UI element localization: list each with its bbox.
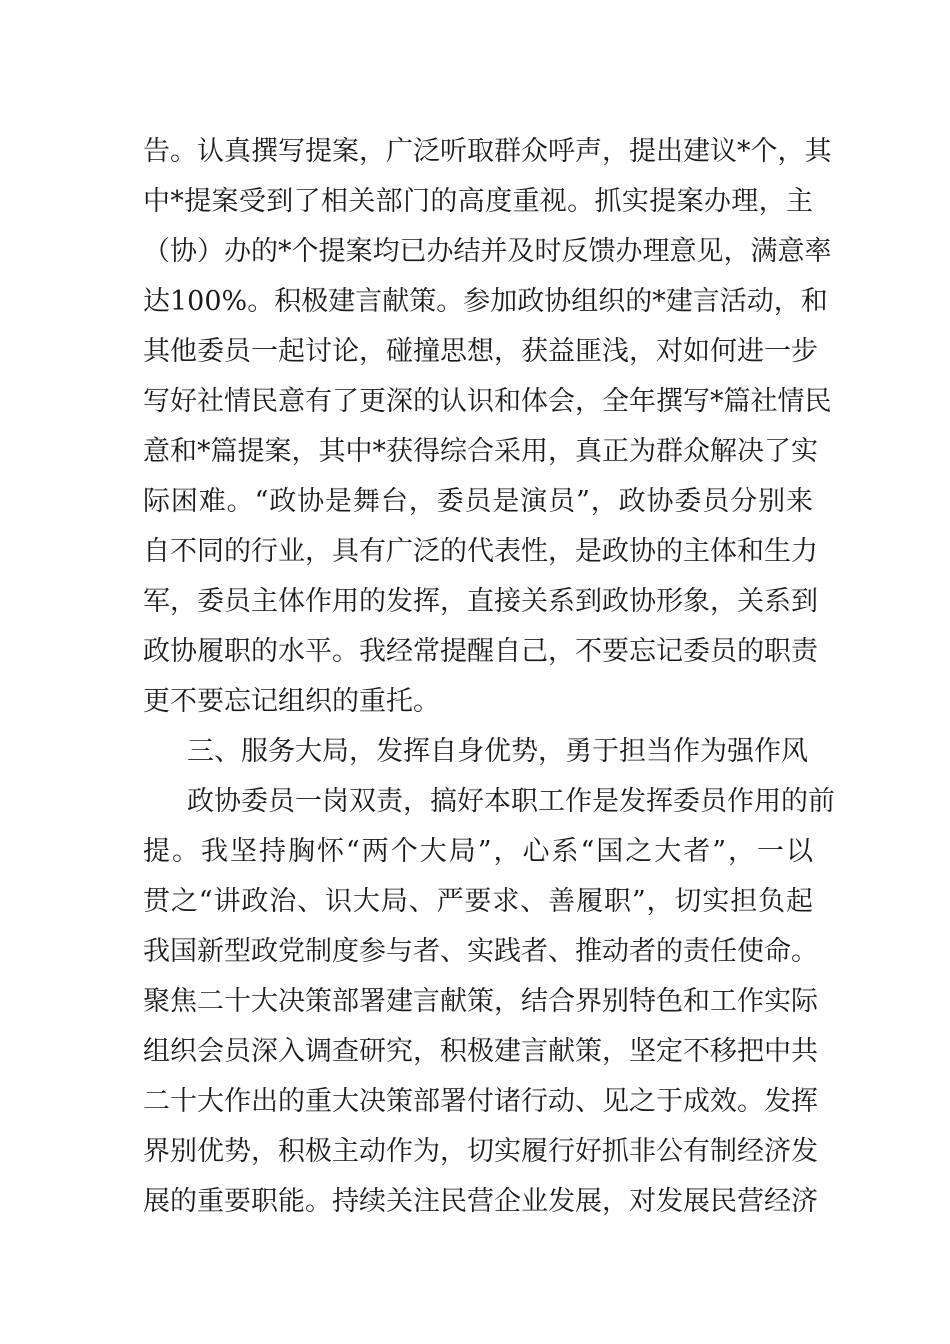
text-line: 写好社情民意有了更深的认识和体会，全年撰写*篇社情民 <box>143 386 832 417</box>
text-line: 展的重要职能。持续关注民营企业发展，对发展民营经济 <box>143 1186 818 1217</box>
text-line: 界别优势，积极主动作为，切实履行好抓非公有制经济发 <box>143 1136 818 1167</box>
text-line: 提。我坚持胸怀“两个大局”，心系“国之大者”，一以 <box>143 836 813 867</box>
text-line: 组织会员深入调查研究，积极建言献策，坚定不移把中共 <box>143 1036 818 1067</box>
text-line: 其他委员一起讨论，碰撞思想，获益匪浅，对如何进一步 <box>143 336 818 367</box>
text-line: 中*提案受到了相关部门的高度重视。抓实提案办理，主 <box>143 186 813 217</box>
text-line: 达100%。积极建言献策。参加政协组织的*建言活动，和 <box>143 286 828 317</box>
text-line: 际困难。“政协是舞台，委员是演员”，政协委员分别来 <box>143 486 813 517</box>
text-line: 政协履职的水平。我经常提醒自己，不要忘记委员的职责 <box>143 636 818 667</box>
paragraph-first-line: 政协委员一岗双责，搞好本职工作是发挥委员作用的前 <box>187 786 835 817</box>
text-line: （协）办的*个提案均已办结并及时反馈办理意见，满意率 <box>143 236 832 267</box>
text-line: 告。认真撰写提案，广泛听取群众呼声，提出建议*个，其 <box>143 136 832 167</box>
text-line: 聚焦二十大决策部署建言献策，结合界别特色和工作实际 <box>143 986 818 1017</box>
section-heading: 三、服务大局，发挥自身优势，勇于担当作为强作风 <box>187 736 808 767</box>
text-line: 意和*篇提案，其中*获得综合采用，真正为群众解决了实 <box>143 436 818 467</box>
text-line: 军，委员主体作用的发挥，直接关系到政协形象，关系到 <box>143 586 818 617</box>
text-line: 我国新型政党制度参与者、实践者、推动者的责任使命。 <box>143 936 818 967</box>
text-line: 更不要忘记组织的重托。 <box>143 686 440 717</box>
text-line: 二十大作出的重大决策部署付诸行动、见之于成效。发挥 <box>143 1086 818 1117</box>
text-line: 自不同的行业，具有广泛的代表性，是政协的主体和生力 <box>143 536 818 567</box>
text-line: 贯之“讲政治、识大局、严要求、善履职”，切实担负起 <box>143 886 813 917</box>
